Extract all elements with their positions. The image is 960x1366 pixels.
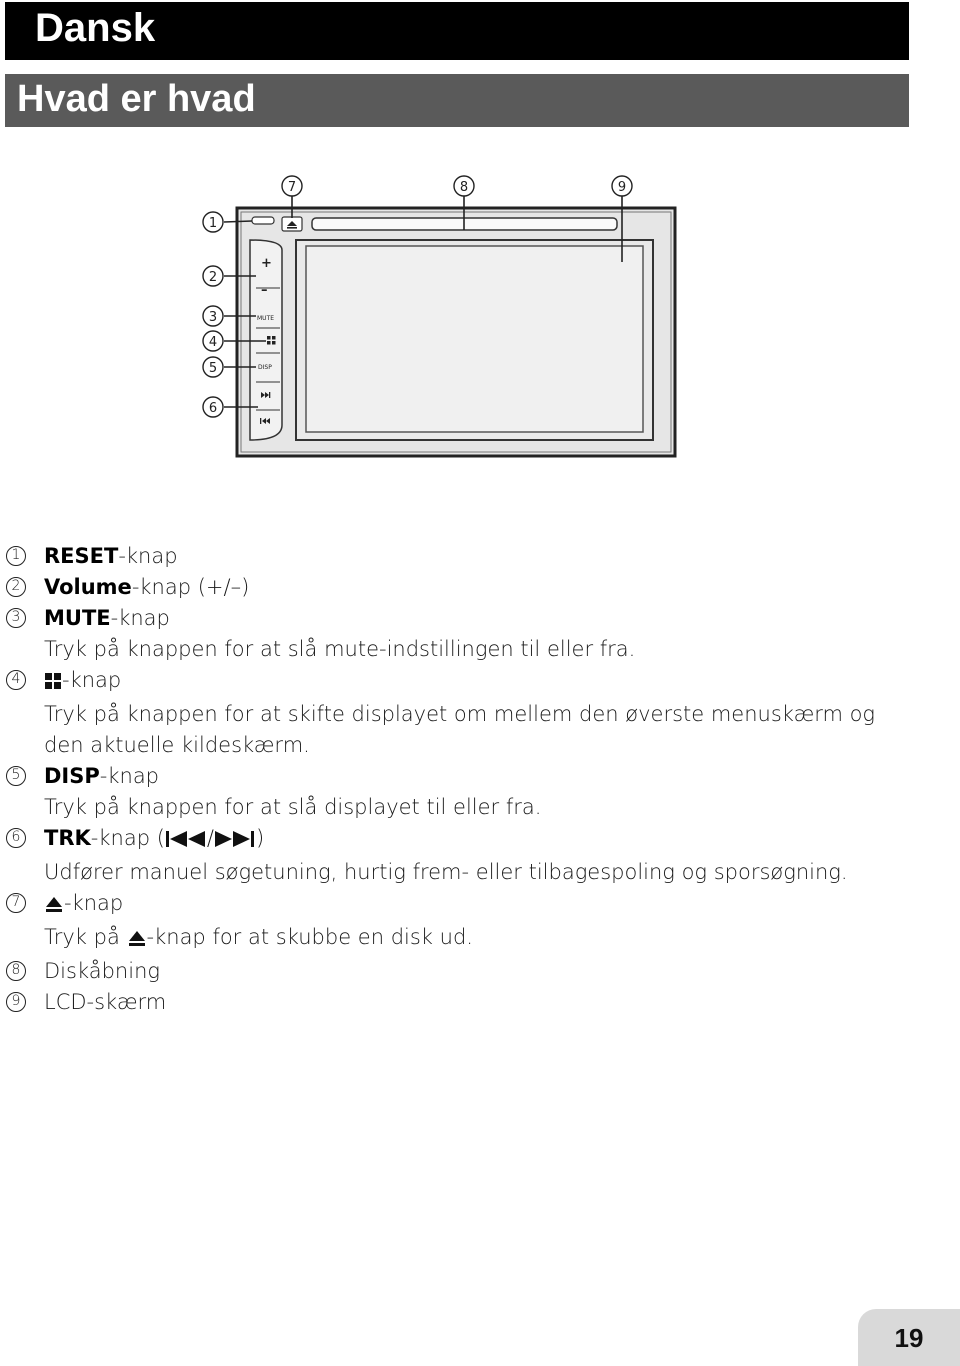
item-keyword: RESET xyxy=(44,544,119,568)
callout-3: 3 xyxy=(208,310,218,325)
item-number: 4 xyxy=(6,670,26,690)
previous-track-icon xyxy=(165,826,207,857)
mute-label: MUTE xyxy=(257,315,275,322)
item-description: Tryk på knappen for at slå displayet til eller fra. xyxy=(44,795,542,819)
item-description-line xyxy=(44,922,960,956)
item-suffix: Diskåbning xyxy=(44,959,160,983)
page-number-tab xyxy=(858,1309,960,1366)
disp-label: DISP xyxy=(258,364,272,371)
item-keyword: MUTE xyxy=(44,606,111,630)
volume-minus-label: – xyxy=(261,283,268,298)
item-suffix: -knap xyxy=(118,544,178,568)
list-item xyxy=(0,987,960,1018)
list-item xyxy=(0,665,960,761)
list-item xyxy=(0,603,960,665)
list-item xyxy=(0,823,960,888)
section-title: Hvad er hvad xyxy=(17,78,256,120)
item-suffix: -knap xyxy=(64,891,124,915)
list-item xyxy=(0,888,960,956)
item-number: 3 xyxy=(6,608,26,628)
item-keyword: Volume xyxy=(44,575,132,599)
item-number: 5 xyxy=(6,766,26,786)
callout-4: 4 xyxy=(208,335,218,350)
language-title: Dansk xyxy=(35,6,156,50)
reset-button xyxy=(252,217,274,224)
item-suffix: -knap xyxy=(110,606,170,630)
eject-icon xyxy=(127,925,147,956)
next-track-icon xyxy=(214,826,256,857)
item-suffix: -knap xyxy=(99,764,160,788)
section-header xyxy=(5,74,909,127)
home-grid-icon xyxy=(44,668,62,699)
item-number: 2 xyxy=(6,577,26,597)
page-number: 19 xyxy=(894,1323,924,1353)
item-suffix: -knap ( xyxy=(90,826,165,850)
item-number: 7 xyxy=(6,893,26,913)
callout-5: 5 xyxy=(208,361,218,376)
language-header xyxy=(5,2,909,60)
callout-1: 1 xyxy=(208,216,218,231)
item-keyword: TRK xyxy=(44,826,91,850)
list-item xyxy=(0,956,960,987)
item-number: 8 xyxy=(6,961,26,981)
callout-8: 8 xyxy=(459,180,469,195)
callout-9: 9 xyxy=(617,180,627,195)
item-description: Tryk på knappen for at slå mute-indstillingen til eller fra. xyxy=(44,637,636,661)
item-suffix-end: ) xyxy=(255,826,265,850)
volume-plus-label: + xyxy=(261,256,272,271)
eject-icon xyxy=(44,891,64,922)
list-item xyxy=(0,761,960,823)
list-item xyxy=(0,541,960,572)
item-list xyxy=(0,541,960,1018)
track-separator: / xyxy=(206,826,214,850)
item-suffix: -knap xyxy=(62,668,122,692)
item-description: Tryk på knappen for at skifte displayet om mellem den øverste menuskærm og den aktuelle kildeskærm. xyxy=(44,702,876,757)
list-item xyxy=(0,572,960,603)
item-number: 9 xyxy=(6,992,26,1012)
callout-6: 6 xyxy=(208,401,218,416)
head-unit-diagram xyxy=(190,170,690,470)
item-description-prefix: Tryk på xyxy=(44,925,127,949)
item-suffix: -knap (+/–) xyxy=(131,575,250,599)
item-keyword: DISP xyxy=(44,764,100,788)
item-description: Udfører manuel søgetuning, hurtig frem- eller tilbagespoling og sporsøgning. xyxy=(44,860,848,884)
item-number: 1 xyxy=(6,546,26,566)
callout-2: 2 xyxy=(208,270,218,285)
callout-7: 7 xyxy=(287,180,297,195)
item-description: -knap for at skubbe en disk ud. xyxy=(146,925,473,949)
item-suffix: LCD-skærm xyxy=(44,990,167,1014)
item-number: 6 xyxy=(6,828,26,848)
